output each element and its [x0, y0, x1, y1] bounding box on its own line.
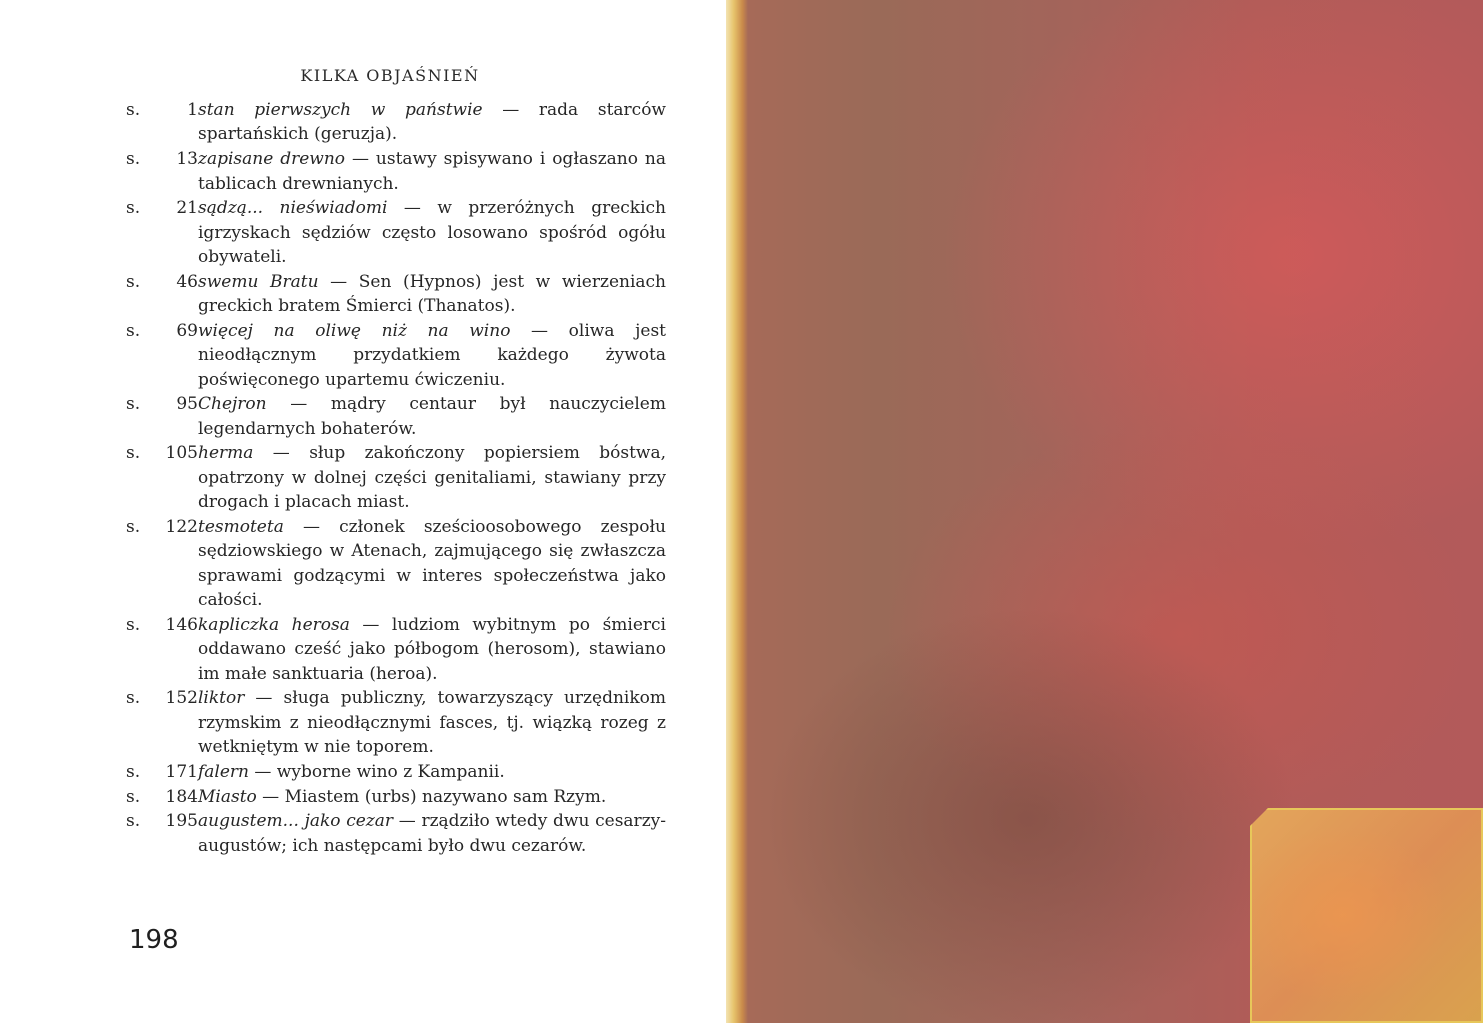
page-reference — [126, 147, 198, 196]
ref-page: 13 — [176, 149, 198, 170]
glossary-entry — [126, 270, 666, 319]
glossary-entry — [126, 785, 666, 809]
glossary-entry — [126, 613, 666, 686]
entry-text: — sługa publiczny, towarzyszący urzędnikom rzymskim z nieodłącznymi fasces, tj. wiązką rozeg z wetkniętym w nie toporem. — [198, 688, 666, 758]
entry-body — [198, 196, 666, 269]
ref-prefix: s. — [126, 394, 141, 415]
left-page — [0, 0, 730, 1023]
ref-prefix: s. — [126, 811, 141, 832]
entry-body — [198, 613, 666, 686]
ref-page: 122 — [165, 516, 198, 537]
page-reference — [126, 270, 198, 319]
entry-term: liktor — [198, 688, 245, 709]
ref-prefix: s. — [126, 198, 141, 219]
entry-body — [198, 319, 666, 392]
entry-text: — rada starców spartańskich (geruzja). — [198, 100, 666, 145]
entry-body — [198, 809, 666, 858]
entry-term: kapliczka herosa — [198, 614, 350, 635]
glossary-entry — [126, 196, 666, 269]
entry-term: stan pierwszych w państwie — [198, 100, 483, 120]
ref-prefix: s. — [126, 320, 141, 341]
entry-body — [198, 515, 666, 613]
entry-body — [198, 270, 666, 319]
entry-text: — mądry centaur był nauczycielem legendarnych bohaterów. — [198, 394, 666, 439]
ref-page: 46 — [176, 271, 198, 292]
entry-body — [198, 98, 666, 147]
ref-prefix: s. — [126, 443, 141, 464]
entry-body — [198, 392, 666, 441]
ref-prefix: s. — [126, 516, 141, 537]
entry-body — [198, 785, 666, 809]
entry-term: augustem... jako cezar — [198, 811, 394, 832]
cover-label-plate — [1250, 808, 1483, 1023]
page-reference — [126, 98, 198, 147]
ref-prefix: s. — [126, 614, 141, 635]
page-reference — [126, 319, 198, 392]
entry-body — [198, 441, 666, 514]
entry-term: Miasto — [198, 786, 257, 807]
ref-prefix: s. — [126, 271, 141, 292]
page-title: KILKA OBJAŚNIEŃ — [300, 66, 480, 85]
glossary-entry — [126, 147, 666, 196]
entry-body — [198, 760, 666, 784]
entry-term: więcej na oliwę niż na wino — [198, 320, 511, 341]
ref-page: 171 — [165, 761, 198, 782]
entry-text: — Sen (Hypnos) jest w wierzeniach greckich bratem Śmierci (Thanatos). — [198, 271, 667, 317]
glossary-entry — [126, 319, 666, 392]
ref-page: 146 — [165, 614, 198, 635]
glossary-entry — [126, 98, 666, 147]
ref-page: 105 — [165, 443, 198, 464]
page-reference — [126, 686, 198, 759]
ref-prefix: s. — [126, 100, 141, 120]
entry-term: falern — [198, 761, 249, 782]
entry-body — [198, 686, 666, 759]
ref-prefix: s. — [126, 149, 141, 170]
glossary-entry — [126, 515, 666, 613]
glossary-entry — [126, 392, 666, 441]
entry-text: — wyborne wino z Kampanii. — [249, 761, 505, 782]
ref-page: 184 — [165, 786, 198, 807]
glossary-list — [126, 98, 666, 858]
entry-text: — rządziło wtedy dwu cesarzy-augustów; ich następcami było dwu cezarów. — [198, 811, 666, 856]
ref-page: 152 — [165, 688, 198, 709]
page-number: 198 — [129, 925, 179, 955]
ref-prefix: s. — [126, 786, 141, 807]
entry-term: swemu Bratu — [198, 271, 319, 292]
entry-text: — członek sześcioosobowego zespołu sędziowskiego w Atenach, zajmującego się zwłaszcza sprawami godzącymi w interes społeczeństwa jako całości. — [198, 516, 666, 611]
glossary-entry — [126, 809, 666, 858]
entry-text: — ludziom wybitnym po śmierci oddawano cześć jako półbogom (herosom), stawiano im małe sanktuaria (heroa). — [198, 614, 666, 684]
ref-page: 195 — [165, 811, 198, 832]
entry-term: zapisane drewno — [198, 149, 346, 170]
ref-page: 21 — [176, 198, 198, 219]
entry-term: Chejron — [198, 394, 267, 415]
entry-text: — Miastem (urbs) nazywano sam Rzym. — [256, 786, 607, 807]
page-reference — [126, 613, 198, 686]
entry-term: tesmoteta — [198, 516, 284, 537]
ref-page: 1 — [187, 100, 198, 120]
page-reference — [126, 515, 198, 613]
entry-term: sądzą... nieświadomi — [198, 198, 388, 219]
ref-page: 69 — [176, 320, 198, 341]
entry-text: — ustawy spisywano i ogłaszano na tablicach drewnianych. — [198, 149, 666, 194]
entry-text: — w przeróżnych greckich igrzyskach sędziów często losowano spośród ogółu obywateli. — [198, 198, 666, 268]
ref-prefix: s. — [126, 761, 141, 782]
page-reference — [126, 809, 198, 858]
page-reference — [126, 760, 198, 784]
page-edge — [726, 0, 748, 1023]
page-reference — [126, 441, 198, 514]
ref-page: 95 — [176, 394, 198, 415]
glossary-entry — [126, 441, 666, 514]
entry-body — [198, 147, 666, 196]
glossary-entry — [126, 686, 666, 759]
glossary-entry — [126, 760, 666, 784]
entry-term: herma — [198, 443, 254, 464]
page-reference — [126, 196, 198, 269]
entry-text: — słup zakończony popiersiem bóstwa, opatrzony w dolnej części genitaliami, stawiany przy drogach i placach miast. — [198, 443, 666, 513]
ref-prefix: s. — [126, 688, 141, 709]
page-reference — [126, 785, 198, 809]
page-reference — [126, 392, 198, 441]
entry-text: — oliwa jest nieodłącznym przydatkiem każdego żywota poświęconego upartemu ćwiczeniu. — [198, 320, 666, 390]
